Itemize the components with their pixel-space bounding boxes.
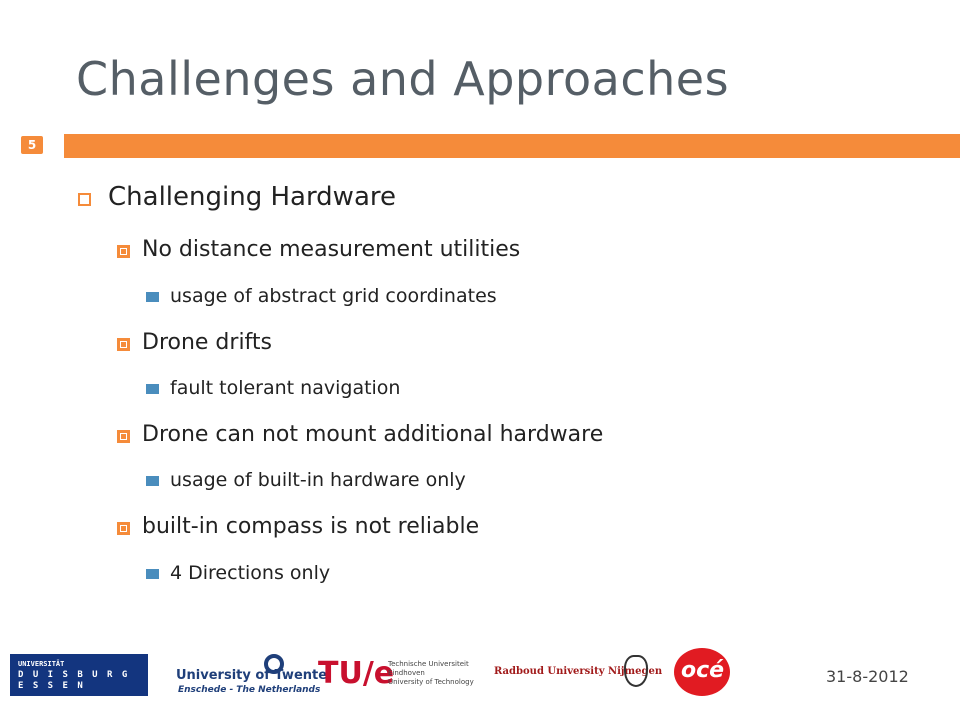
slide-date: 31-8-2012: [826, 667, 909, 686]
ude-line3: E S S E N: [18, 681, 85, 691]
sub-bullet-item: usage of abstract grid coordinates: [170, 285, 497, 307]
level2-bullet-icon: [117, 338, 130, 351]
tue-text: Technische Universiteit Eindhoven University of Technology: [388, 660, 474, 686]
level1-bullet-icon: [78, 193, 91, 206]
slide-number-badge: 5: [21, 136, 43, 154]
sub-bullet-item: 4 Directions only: [170, 562, 331, 584]
bullet-item: No distance measurement utilities: [142, 237, 521, 262]
slide-title: Challenges and Approaches: [76, 52, 730, 106]
logo-radboud: Radboud University Nijmegen: [494, 666, 663, 677]
logo-university-of-twente: [176, 654, 328, 698]
tue-mark: TU/e: [318, 656, 395, 691]
level3-bullet-icon: [146, 292, 159, 302]
level3-bullet-icon: [146, 384, 159, 394]
ude-line2: D U I S B U R G: [18, 670, 130, 680]
twente-name: University of Twente: [176, 668, 328, 683]
logo-oce: [674, 648, 730, 696]
level3-bullet-icon: [146, 569, 159, 579]
bullet-item: Drone drifts: [142, 330, 273, 355]
logo-tu-eindhoven: [318, 656, 498, 696]
twente-tagline: Enschede - The Netherlands: [178, 685, 321, 695]
level2-bullet-icon: [117, 245, 130, 258]
radboud-seal-icon: [624, 655, 648, 687]
sub-bullet-item: usage of built-in hardware only: [170, 469, 466, 491]
level3-bullet-icon: [146, 476, 159, 486]
bullet-item: built-in compass is not reliable: [142, 514, 480, 539]
sub-bullet-item: fault tolerant navigation: [170, 377, 401, 399]
level2-bullet-icon: [117, 522, 130, 535]
level2-bullet-icon: [117, 430, 130, 443]
oce-wordmark: océ: [681, 658, 725, 683]
logo-uni-duisburg-essen: [10, 654, 148, 696]
ude-line1: UNIVERSITÄT: [18, 660, 65, 668]
bullet-item: Drone can not mount additional hardware: [142, 422, 604, 447]
heading-challenging-hardware: Challenging Hardware: [108, 182, 396, 212]
